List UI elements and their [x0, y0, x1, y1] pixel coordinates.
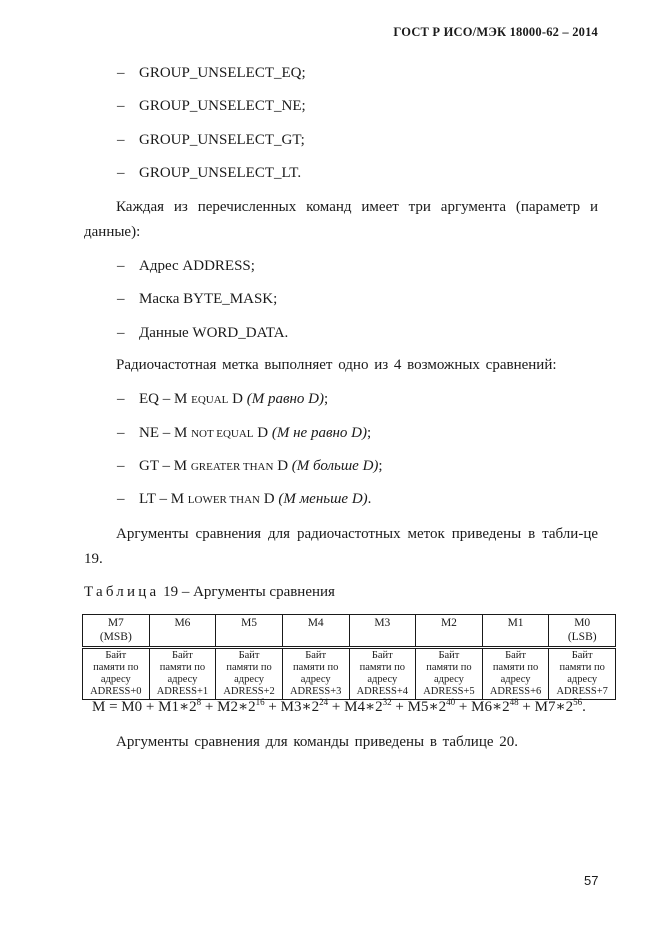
paragraph-arguments: Каждая из перечисленных команд имеет три аргумента (параметр и данные): [84, 199, 598, 240]
table-header-cell [149, 615, 216, 648]
table-cell: Байт памяти по адресу ADRESS+1 [149, 648, 216, 700]
table-cell: Байт памяти по адресу ADRESS+2 [216, 648, 283, 700]
formula-lhs: M = M0 [92, 699, 143, 715]
formula: $M = M0 + M1∗2^8$ + $M2∗2^{16}$ + $M3∗2^{24}$ + $M4∗2^{32}$ + $M5∗2^{40}$ + $M6∗2^{48}$ + $M7∗2^{56}$. [92, 697, 586, 715]
list-item [117, 325, 288, 342]
dash: – [117, 165, 125, 181]
header-name: M1 [507, 617, 524, 629]
page-number: 57 [584, 873, 599, 888]
list-item-text: Маска BYTE_MASK; [139, 291, 278, 307]
table-caption-text: 19 – Аргументы сравнения [159, 584, 335, 600]
comparison-note: (M равно D) [246, 391, 324, 407]
table-header-cell [282, 615, 349, 648]
list-item [117, 132, 305, 149]
header-name: M2 [440, 617, 457, 629]
comparison-sep: – M [158, 458, 191, 474]
dash: – [117, 98, 125, 114]
list-item [117, 165, 301, 182]
table-cell: Байт памяти по адресу ADRESS+3 [282, 648, 349, 700]
comparison-arguments-table [82, 614, 616, 700]
table-caption-label: Таблица [84, 584, 160, 600]
dash: – [117, 132, 125, 148]
comparison-item [117, 458, 383, 475]
comparison-item [117, 391, 328, 408]
comparison-item [117, 425, 371, 442]
dash: – [117, 291, 125, 307]
table-cell: Байт памяти по адресу ADRESS+0 [83, 648, 150, 700]
table-header-cell [416, 615, 483, 648]
list-item [117, 65, 306, 82]
comparison-code: EQ [139, 391, 159, 407]
dash: – [117, 325, 125, 341]
table-caption [84, 584, 335, 601]
comparison-end: ; [324, 391, 329, 407]
dash: – [117, 425, 125, 441]
table-cell: Байт памяти по адресу ADRESS+4 [349, 648, 416, 700]
header-sub: (LSB) [567, 631, 597, 643]
list-item [117, 291, 277, 308]
list-item-text: Адрес ADDRESS; [139, 258, 255, 274]
comparison-op: GREATER THAN [190, 461, 274, 473]
table-header-cell [349, 615, 416, 648]
table-header-row [83, 615, 616, 648]
comparison-d: D [273, 458, 292, 474]
comparison-code: LT [139, 491, 156, 507]
dash: – [117, 258, 125, 274]
comparison-note: (M больше D) [291, 458, 379, 474]
paragraph-comparisons: Радиочастотная метка выполняет одно из 4 возможных сравнений: [116, 357, 557, 373]
dash: – [117, 491, 125, 507]
list-item [117, 98, 306, 115]
list-item [117, 258, 255, 275]
table-header-cell [216, 615, 283, 648]
list-item-text: Данные WORD_DATA. [139, 325, 289, 341]
comparison-d: D [253, 425, 272, 441]
comparison-note: (M меньше D) [278, 491, 368, 507]
comparison-d: D [228, 391, 247, 407]
comparison-op: LOWER THAN [187, 494, 260, 506]
comparison-item [117, 491, 371, 508]
table-header-cell [549, 615, 616, 648]
comparison-code: GT [139, 458, 159, 474]
table-row [83, 648, 616, 700]
paragraph-table-ref: Аргументы сравнения для радиочастотных меток приведены в табли-це 19. [84, 526, 598, 567]
comparison-op: NOT EQUAL [191, 428, 254, 440]
list-item-text: GROUP_UNSELECT_GT; [139, 132, 305, 148]
header-sub: (MSB) [99, 631, 132, 643]
header-name: M5 [241, 617, 258, 629]
table-header-cell [83, 615, 150, 648]
dash: – [117, 65, 125, 81]
header-name: M7 [107, 617, 124, 629]
comparison-end: ; [378, 458, 383, 474]
comparison-sep: – M [155, 491, 188, 507]
document-header: ГОСТ Р ИСО/МЭК 18000-62 – 2014 [393, 25, 598, 39]
header-name: M6 [174, 617, 191, 629]
comparison-code: NE [139, 425, 159, 441]
header-name: M0 [574, 617, 591, 629]
table-cell: Байт памяти по адресу ADRESS+5 [416, 648, 483, 700]
header-name: M3 [374, 617, 391, 629]
comparison-end: ; [367, 425, 372, 441]
list-item-text: GROUP_UNSELECT_NE; [139, 98, 306, 114]
list-item-text: GROUP_UNSELECT_EQ; [139, 65, 306, 81]
dash: – [117, 458, 125, 474]
table-header-cell [482, 615, 549, 648]
comparison-sep: – M [159, 425, 192, 441]
header-name: M4 [307, 617, 324, 629]
table-cell: Байт памяти по адресу ADRESS+7 [549, 648, 616, 700]
comparison-d: D [260, 491, 279, 507]
dash: – [117, 391, 125, 407]
table-cell: Байт памяти по адресу ADRESS+6 [482, 648, 549, 700]
comparison-end: . [367, 491, 372, 507]
comparison-note: (M не равно D) [271, 425, 367, 441]
comparison-sep: – M [159, 391, 192, 407]
list-item-text: GROUP_UNSELECT_LT. [139, 165, 302, 181]
paragraph-table20-ref: Аргументы сравнения для команды приведены в таблице 20. [116, 734, 519, 750]
comparison-op: EQUAL [191, 394, 229, 406]
